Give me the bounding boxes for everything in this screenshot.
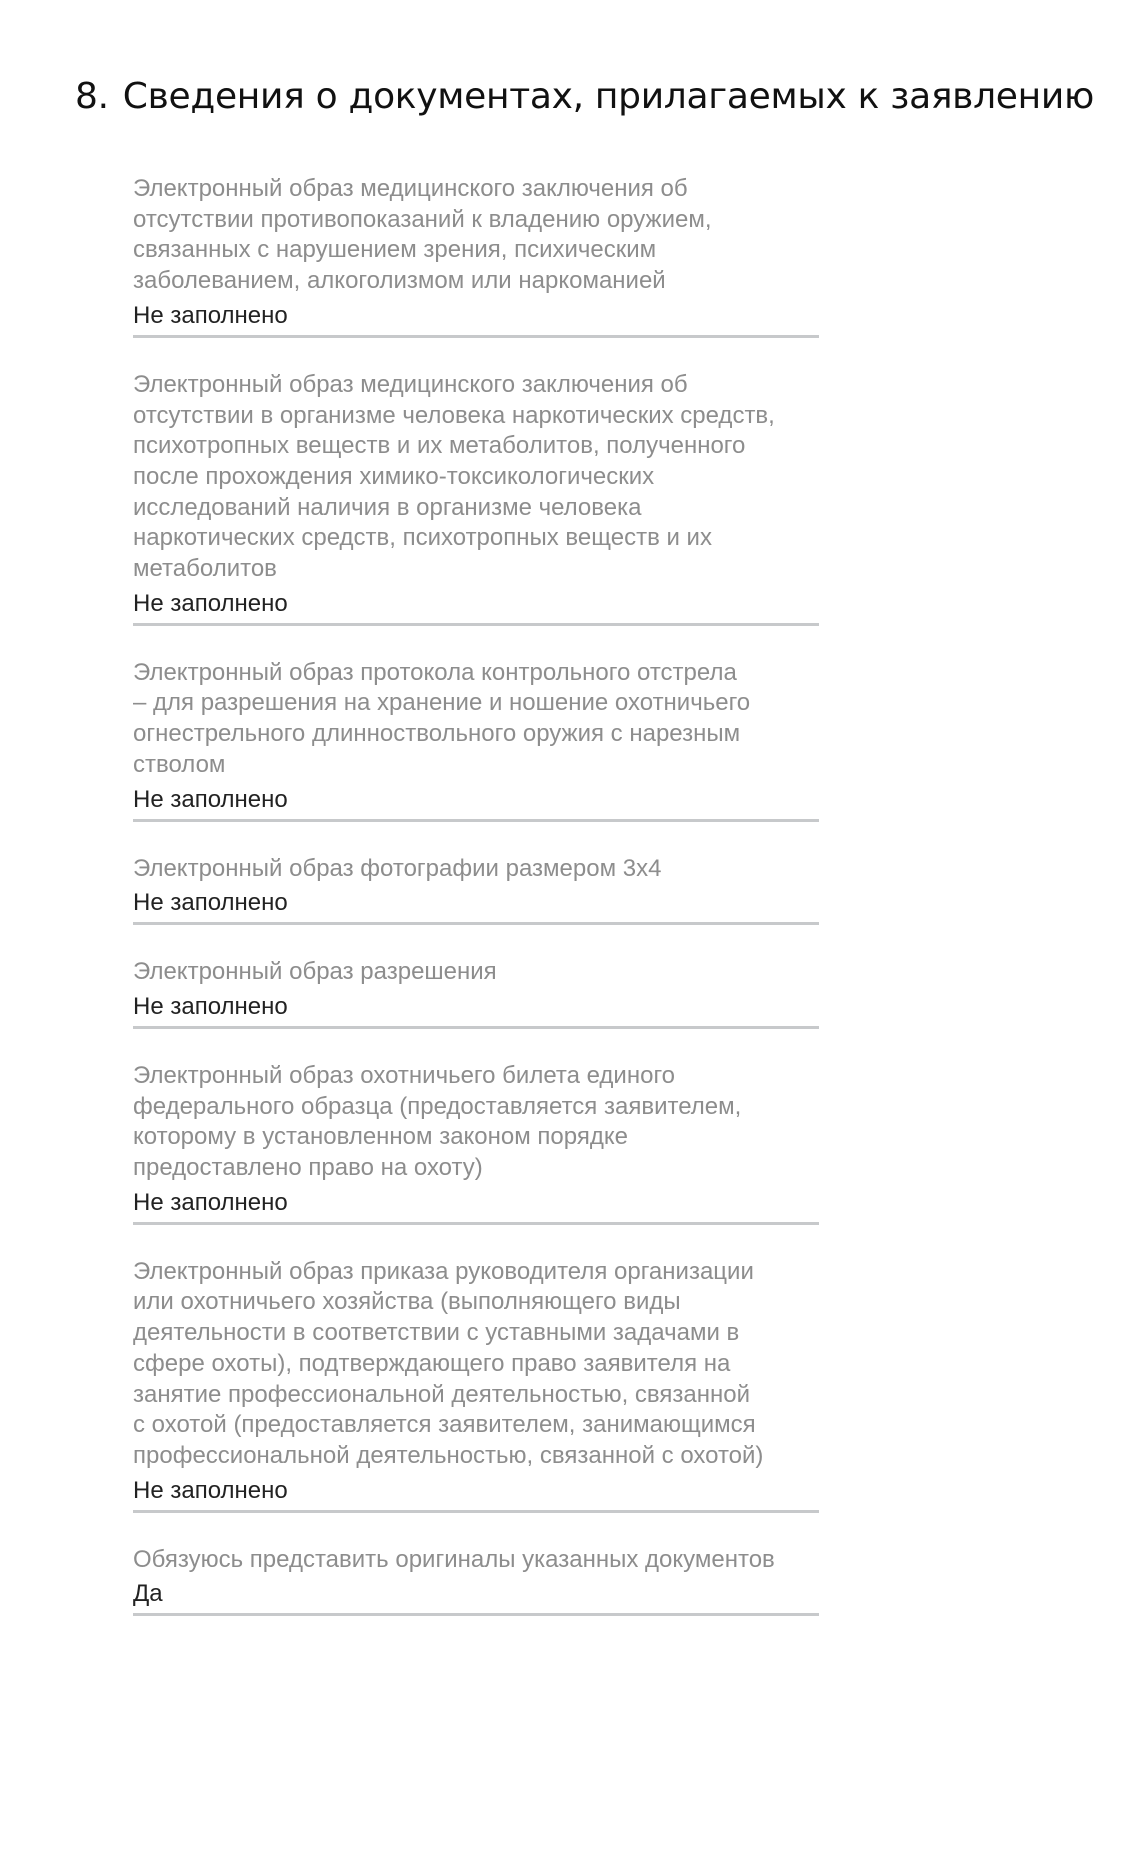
field-label: Электронный образ фотографии размером 3х4 — [133, 854, 662, 882]
field-permit-image — [133, 957, 819, 1029]
field-label: Электронный образ разрешения — [133, 958, 497, 986]
documents-field-list — [133, 174, 819, 1648]
field-organization-order — [133, 1257, 819, 1513]
field-value: Не заполнено — [133, 992, 288, 1020]
field-value: Не заполнено — [133, 1188, 288, 1216]
field-label: Обязуюсь представить оригиналы указанных документов — [133, 1545, 775, 1573]
section-number: 8. — [75, 76, 109, 117]
field-label: Электронный образ приказа руководителя организации или охотничьего хозяйства (выполняющего виды деятельности в соответствии с уставными задачами в сфере охоты), подтверждающего право заявителя на занятие профессиональной деятельностью, связанной с охотой (предоставляется заявителем, занимающимся профессиональной деятельностью, связанной с охотой) — [133, 1257, 764, 1469]
field-label: Электронный образ охотничьего билета единого федерального образца (предоставляется заявителем, которому в установленном законом порядке предоставлено право на охоту) — [133, 1061, 742, 1182]
field-label: Электронный образ медицинского заключения об отсутствии в организме человека наркотических средств, психотропных веществ и их метаболитов, полученного после прохождения химико-токсикологических исследований наличия в организме человека наркотических средств, психотропных веществ и их метаболитов — [133, 370, 775, 583]
field-value: Не заполнено — [133, 1476, 288, 1504]
field-value: Не заполнено — [133, 589, 288, 617]
field-value: Да — [133, 1580, 163, 1608]
field-photo-3x4 — [133, 854, 819, 926]
field-value: Не заполнено — [133, 889, 288, 917]
section-title: Сведения о документах, прилагаемых к заявлению — [122, 76, 1094, 117]
field-medical-conclusion-narcotics — [133, 370, 819, 626]
field-medical-conclusion-contraindications — [133, 174, 819, 338]
field-hunting-ticket — [133, 1061, 819, 1225]
field-value: Не заполнено — [133, 785, 288, 813]
field-label: Электронный образ протокола контрольного отстрела – для разрешения на хранение и ношение охотничьего огнестрельного длинноствольного оружия с нарезным стволом — [133, 658, 751, 778]
field-label: Электронный образ медицинского заключения об отсутствии противопоказаний к владению оружием, связанных с нарушением зрения, психическим заболеванием, алкоголизмом или наркоманией — [133, 175, 712, 295]
section-heading — [75, 76, 1095, 117]
field-value: Не заполнено — [133, 301, 288, 329]
field-originals-commitment — [133, 1545, 819, 1617]
field-control-shooting-protocol — [133, 658, 819, 822]
